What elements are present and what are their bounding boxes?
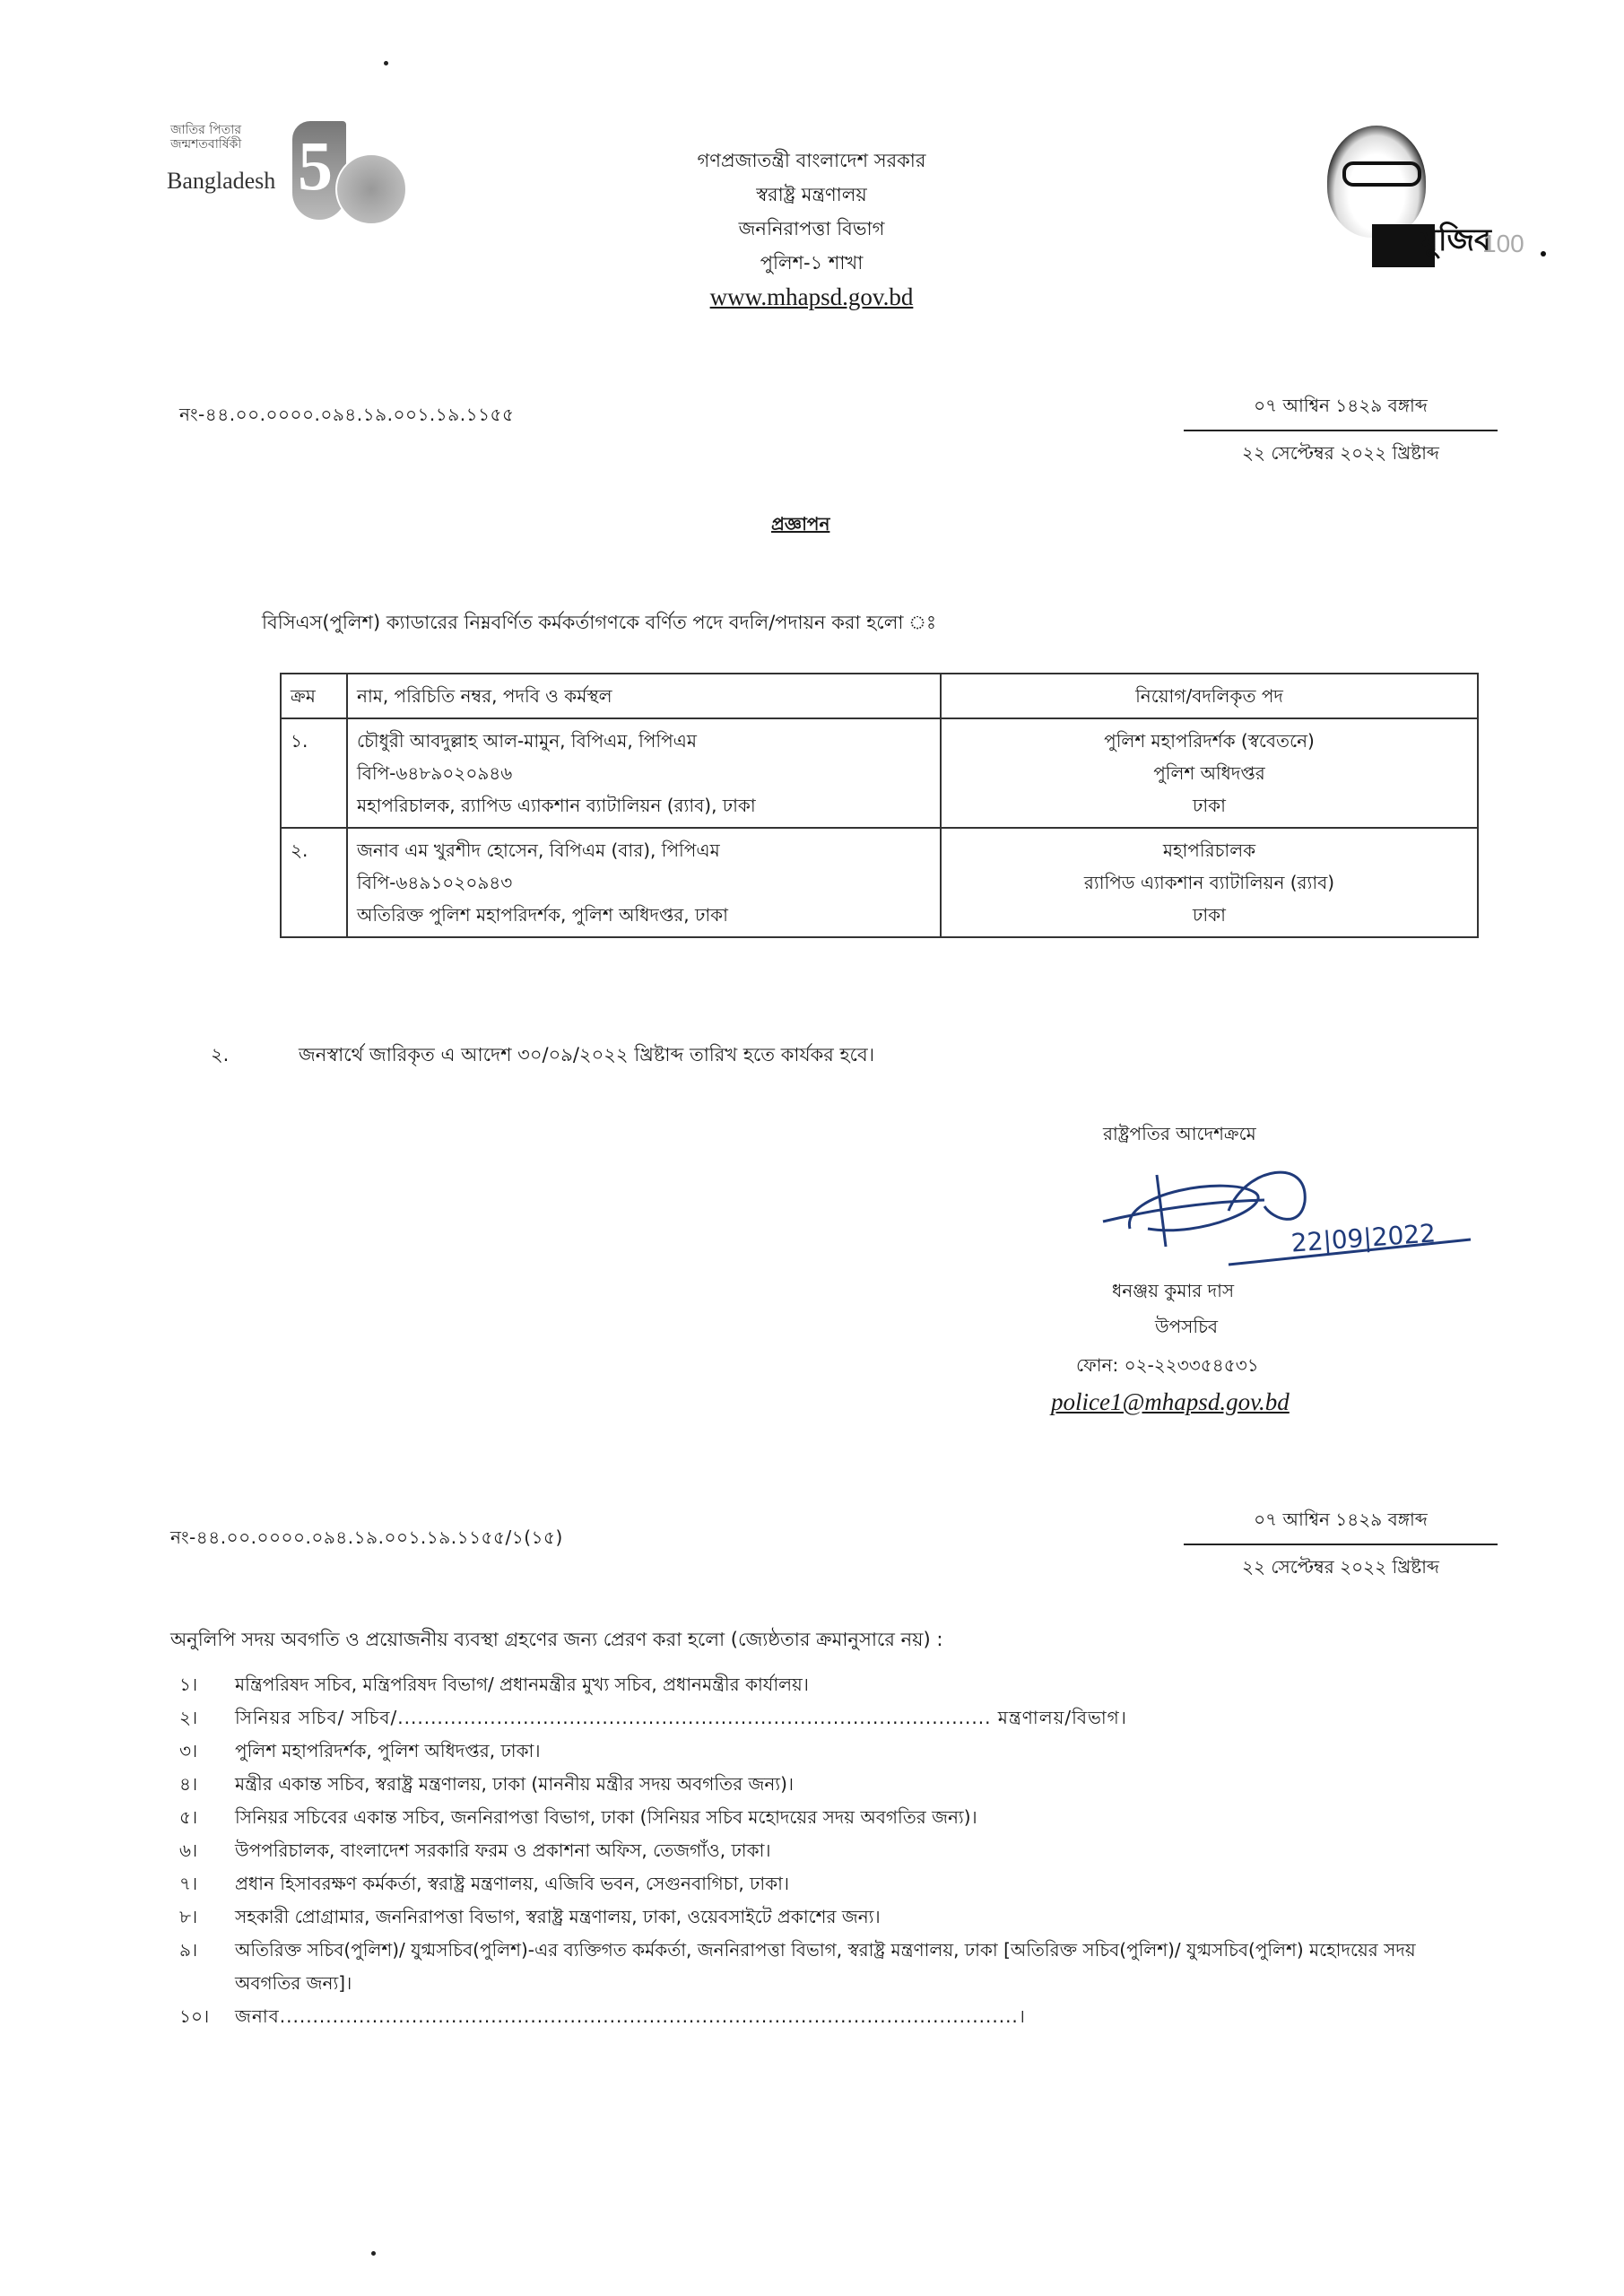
paragraph-text: জনস্বার্থে জারিকৃত এ আদেশ ৩০/০৯/২০২২ খ্রিষ্টাব্দ তারিখ হতে কার্যকর হবে।	[299, 1044, 875, 1065]
dot	[1541, 251, 1546, 257]
list-item	[179, 1867, 1435, 1900]
list-item	[179, 2000, 1435, 2033]
signature-date: 22|09|2022	[1290, 1218, 1437, 1258]
transfer-table	[280, 673, 1479, 938]
list-item	[179, 1768, 1435, 1801]
item-number: ৯।	[179, 1939, 198, 1961]
copy-date	[1184, 1507, 1498, 1584]
item-number: ১।	[179, 1674, 198, 1695]
bangladesh-50-logo	[161, 112, 404, 229]
list-item	[179, 1668, 1435, 1701]
signatory-designation: উপসচিব	[1155, 1316, 1219, 1337]
new-post-office: পুলিশ অধিদপ্তর	[1153, 762, 1265, 784]
header-line-branch: পুলিশ-১ শাখা	[760, 252, 864, 274]
officer-current-post: মহাপরিচালক, র‍্যাপিড এ্যাকশান ব্যাটালিয়ন (র‍্যাব), ঢাকা	[357, 795, 756, 816]
item-text: মন্ত্রিপরিষদ সচিব, মন্ত্রিপরিষদ বিভাগ/ প্রধানমন্ত্রীর মুখ্য সচিব, প্রধানমন্ত্রীর কার্যালয়।	[235, 1674, 809, 1695]
list-item	[179, 1735, 1435, 1768]
header-serial: ক্রম	[281, 674, 347, 718]
header-line-ministry: স্বরাষ্ট্র মন্ত্রণালয়	[756, 184, 867, 205]
scan-speck	[384, 61, 388, 65]
header-post: নিয়োগ/বদলিকৃত পদ	[941, 674, 1478, 718]
mujib-100-logo	[1287, 108, 1538, 256]
order-text: রাষ্ট্রপতির আদেশক্রমে	[1103, 1123, 1256, 1144]
logo-bn-text: জাতির পিতার জন্মশতবার্ষিকী	[170, 123, 242, 152]
logo-portrait-circle	[335, 153, 407, 225]
new-post-title: পুলিশ মহাপরিদর্শক (স্ববেতনে)	[1104, 730, 1315, 752]
table-header-row	[281, 674, 1478, 718]
officer-id: বিপি-৬৪৯১০২০৯৪৩	[357, 872, 513, 893]
item-number: ৫।	[179, 1806, 198, 1828]
glasses-icon	[1342, 161, 1421, 187]
item-number: ২।	[179, 1707, 198, 1728]
list-item	[179, 1801, 1435, 1834]
item-number: ৩।	[179, 1740, 198, 1761]
item-text: পুলিশ মহাপরিদর্শক, পুলিশ অধিদপ্তর, ঢাকা।	[235, 1740, 541, 1761]
paragraph-number: ২.	[211, 1044, 230, 1065]
intro-text: বিসিএস(পুলিশ) ক্যাডারের নিম্নবর্ণিত কর্মকর্তাগণকে বর্ণিত পদে বদলি/পদায়ন করা হলো ঃ	[262, 612, 937, 633]
row-new-post	[941, 828, 1478, 937]
copy-date-english: ২২ সেপ্টেম্বর ২০২২ খ্রিষ্টাব্দ	[1242, 1556, 1439, 1578]
item-number: ৬।	[179, 1839, 198, 1861]
new-post-location: ঢাকা	[1193, 904, 1226, 926]
signatory-phone: ফোন: ০২-২২৩৩৫৪৫৩১	[1076, 1354, 1259, 1376]
signatory-name: ধনঞ্জয় কুমার দাস	[1112, 1280, 1235, 1301]
item-number: ৮।	[179, 1906, 198, 1927]
new-post-location: ঢাকা	[1193, 795, 1226, 816]
copy-intro: অনুলিপি সদয় অবগতি ও প্রয়োজনীয় ব্যবস্থা গ্রহণের জন্য প্রেরণ করা হলো (জ্যেষ্ঠতার ক্রমানুসারে নয়) :	[170, 1629, 943, 1650]
table-row	[281, 718, 1478, 828]
copy-ref-number: নং-৪৪.০০.০০০০.০৯৪.১৯.০০১.১৯.১১৫৫/১(১৫)	[170, 1526, 563, 1548]
list-item	[179, 1834, 1435, 1867]
row-officer	[347, 718, 941, 828]
scan-speck	[371, 2251, 376, 2256]
mujib-100-text: 100	[1482, 230, 1524, 257]
officer-id: বিপি-৬৪৮৯০২০৯৪৬	[357, 762, 513, 784]
row-officer	[347, 828, 941, 937]
item-text: অতিরিক্ত সচিব(পুলিশ)/ যুগ্মসচিব(পুলিশ)-এর ব্যক্তিগত কর্মকর্তা, জননিরাপত্তা বিভাগ, স্বরাষ্ট্র মন্ত্রণালয়, ঢাকা [অতিরিক্ত সচিব(পুলিশ)/ যুগ্মসচিব(পুলিশ) মহোদয়ের সদয় অবগতির জন্য]।	[235, 1939, 1416, 1994]
signature-icon	[1094, 1157, 1489, 1283]
item-text: উপপরিচালক, বাংলাদেশ সরকারি ফরম ও প্রকাশনা অফিস, তেজগাঁও, ঢাকা।	[235, 1839, 771, 1861]
new-post-title: মহাপরিচালক	[1162, 839, 1256, 861]
signatory-email-link[interactable]: police1@mhapsd.gov.bd	[1051, 1388, 1290, 1415]
letterhead	[587, 144, 1036, 314]
officer-current-post: অতিরিক্ত পুলিশ মহাপরিদর্শক, পুলিশ অধিদপ্তর, ঢাকা	[357, 904, 728, 926]
item-text: জনাব................................................................................................................।	[235, 2005, 1026, 2027]
row-serial: ২.	[281, 828, 347, 937]
item-text: মন্ত্রীর একান্ত সচিব, স্বরাষ্ট্র মন্ত্রণালয়, ঢাকা (মাননীয় মন্ত্রীর সদয় অবগতির জন্য)।	[235, 1773, 795, 1795]
effective-date-paragraph	[211, 1040, 874, 1072]
item-number: ১০।	[179, 2005, 210, 2027]
row-new-post	[941, 718, 1478, 828]
list-item	[179, 1900, 1435, 1934]
copy-date-bangla: ০৭ আশ্বিন ১৪২৯ বঙ্গাব্দ	[1184, 1507, 1498, 1545]
new-post-office: র‍্যাপিড এ্যাকশান ব্যাটালিয়ন (র‍্যাব)	[1083, 872, 1335, 893]
memo-date	[1184, 393, 1498, 470]
date-bangla: ০৭ আশ্বিন ১৪২৯ বঙ্গাব্দ	[1184, 393, 1498, 431]
officer-name: জনাব এম খুরশীদ হোসেন, বিপিএম (বার), পিপিএম	[357, 839, 720, 861]
header-line-division: জননিরাপত্তা বিভাগ	[738, 218, 885, 239]
document-title: প্রজ্ঞাপন	[771, 513, 830, 535]
header-line-government: গণপ্রজাতন্ত্রী বাংলাদেশ সরকার	[697, 150, 926, 171]
date-english: ২২ সেপ্টেম্বর ২০২২ খ্রিষ্টাব্দ	[1242, 442, 1439, 464]
item-text: প্রধান হিসাবরক্ষণ কর্মকর্তা, স্বরাষ্ট্র মন্ত্রণালয়, এজিবি ভবন, সেগুনবাগিচা, ঢাকা।	[235, 1873, 790, 1894]
logo-five-shape: 5	[292, 121, 346, 220]
item-number: ৪।	[179, 1773, 198, 1795]
memo-ref-number: নং-৪৪.০০.০০০০.০৯৪.১৯.০০১.১৯.১১৫৫	[179, 404, 515, 425]
mujib-text: মুজিব	[1421, 222, 1491, 258]
item-text: সিনিয়র সচিব/ সচিব/.......................................................................................... মন্ত্রণালয়/বিভাগ।	[235, 1707, 1127, 1728]
copy-recipient-list	[179, 1668, 1435, 2033]
officer-name: চৌধুরী আবদুল্লাহ আল-মামুন, বিপিএম, পিপিএম	[357, 730, 697, 752]
header-name: নাম, পরিচিতি নম্বর, পদবি ও কর্মস্থল	[347, 674, 941, 718]
item-number: ৭।	[179, 1873, 198, 1894]
table-row	[281, 828, 1478, 937]
list-item	[179, 1934, 1435, 2000]
logo-en-text: Bangladesh	[167, 168, 276, 194]
row-serial: ১.	[281, 718, 347, 828]
item-text: সহকারী প্রোগ্রামার, জননিরাপত্তা বিভাগ, স্বরাষ্ট্র মন্ত্রণালয়, ঢাকা, ওয়েবসাইটে প্রকাশের জন্য।	[235, 1906, 881, 1927]
item-text: সিনিয়র সচিবের একান্ত সচিব, জননিরাপত্তা বিভাগ, ঢাকা (সিনিয়র সচিব মহোদয়ের সদয় অবগতির জন্য)।	[235, 1806, 977, 1828]
website-link[interactable]: www.mhapsd.gov.bd	[709, 283, 914, 310]
list-item	[179, 1701, 1435, 1735]
